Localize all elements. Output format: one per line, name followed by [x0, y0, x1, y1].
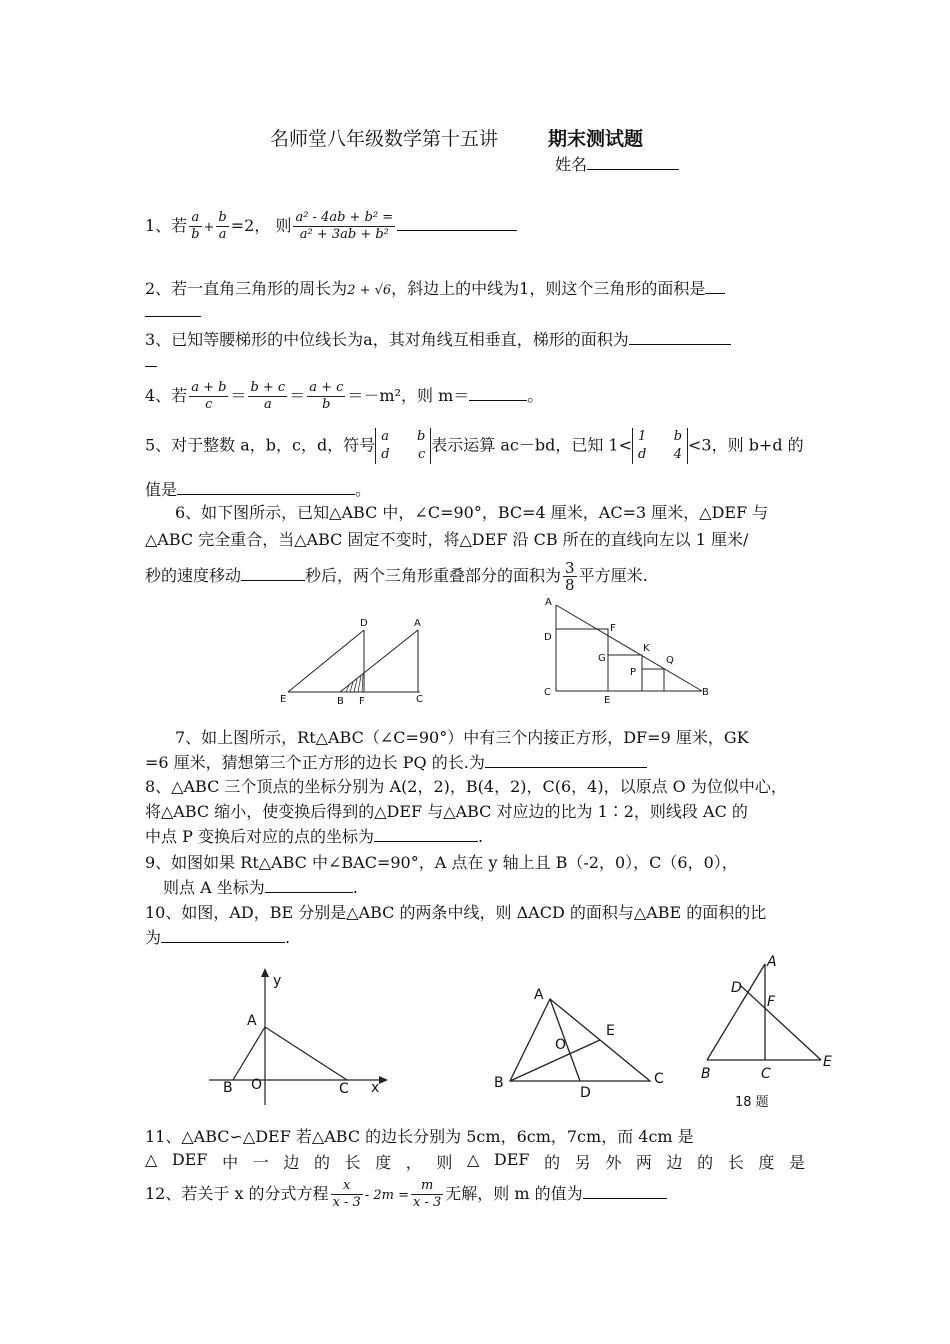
question-7-line1: 7、如上图所示，Rt△ABC（∠C=90°）中有三个内接正方形，DF=9 厘米，GK [175, 728, 749, 747]
question-11-line2: △ DEF 中 一 边 的 长 度 ， 则 △ DEF 的 另 外 两 边 的 长 度 是 [145, 1150, 805, 1172]
question-11-line1: 11、△ABC∽△DEF 若△ABC 的边长分别为 5cm，6cm，7cm，而 4cm 是 [145, 1127, 694, 1146]
answer-blank-10[interactable] [161, 928, 285, 943]
fig2-label-b: B [702, 687, 709, 698]
fig2-label-e: E [604, 695, 611, 705]
fig5-caption: 18 题 [735, 1095, 769, 1110]
figure-coordinate-triangle [205, 965, 400, 1110]
fig5-label-e: E [823, 1054, 832, 1070]
fig4-label-b: B [494, 1075, 504, 1091]
question-8-line1: 8、△ABC 三个顶点的坐标分别为 A(2，2)，B(4，2)，C(6，4)，以原点 O 为位似中心， [145, 777, 787, 796]
fig3-label-o: O [251, 1077, 263, 1093]
fig4-label-o: O [555, 1037, 567, 1053]
fig2-label-q: Q [666, 655, 674, 666]
answer-blank-3[interactable] [145, 352, 157, 371]
fig1-label-c: C [416, 694, 423, 705]
answer-blank-12[interactable] [583, 1184, 667, 1199]
question-7-line2: =6 厘米，猜想第三个正方形的边长 PQ 的长.为 [145, 750, 647, 773]
question-3: 3、已知等腰梯形的中位线长为a，其对角线互相垂直，梯形的面积为 [145, 327, 731, 350]
question-8-line3: 中点 P 变换后对应的点的坐标为 . [145, 827, 484, 846]
answer-blank-4[interactable] [469, 386, 527, 401]
answer-blank-7[interactable] [485, 753, 647, 768]
fig2-label-f: F [610, 623, 616, 634]
question-6-line2: △ABC 完全重合，当△ABC 固定不变时，将△DEF 沿 CB 所在的直线向左以 1 厘米/ [145, 530, 749, 549]
answer-blank-8[interactable] [374, 827, 478, 842]
answer-blank-5[interactable] [177, 480, 355, 495]
name-field[interactable]: 姓名 [555, 152, 679, 175]
fig2-label-a: A [545, 597, 552, 608]
fig2-label-d: D [544, 632, 552, 643]
figure-18 [695, 950, 845, 1115]
fig1-label-e: E [280, 694, 287, 705]
question-9-line2: 则点 A 坐标为 . [163, 878, 358, 897]
fig1-label-f: F [359, 696, 365, 707]
answer-blank-1[interactable] [397, 216, 517, 231]
fig4-label-a: A [534, 987, 544, 1003]
fig4-label-e: E [606, 1023, 615, 1039]
fig2-label-k: K [643, 643, 650, 654]
page-title: 名师堂八年级数学第十五讲 期末测试题 [270, 128, 644, 150]
answer-blank-6[interactable] [241, 566, 305, 581]
question-8-line2: 将△ABC 缩小，使变换后得到的△DEF 与△ABC 对应边的比为 1∶2，则线段 AC 的 [145, 802, 748, 821]
question-9-line1: 9、如图如果 Rt△ABC 中∠BAC=90°，A 点在 y 轴上且 B（-2，0），C（6，0）， [145, 853, 738, 872]
question-4: 4、若 $\frac{a + b}{c}$ ＝ $\frac{b + c}{a}$ ＝ $\frac{a + c}{b}$ ＝－m²，则 m＝ 。 [145, 380, 544, 412]
title-bold: 期末测试题 [548, 128, 644, 150]
fig2-label-p: P [630, 667, 637, 678]
figure-sliding-triangles [280, 612, 430, 708]
fig5-label-a: A [767, 954, 777, 970]
y-axis-arrow-icon [261, 968, 269, 977]
figure-inscribed-squares [540, 595, 715, 705]
fig3-label-b: B [223, 1080, 233, 1096]
figure-medians [490, 985, 675, 1100]
question-2: 2、若一直角三角形的周长为2 + √6，斜边上的中线为1，则这个三角形的面积是 [145, 276, 725, 299]
fig5-label-b: B [701, 1066, 711, 1082]
question-10-line1: 10、如图，AD，BE 分别是△ABC 的两条中线，则 ΔACD 的面积与△ABE 的面积的比 [145, 903, 767, 922]
x-axis-arrow-icon [379, 1076, 388, 1084]
question-5: 5、对于整数 a，b，c，d，符号 a b d c 表示运算 ac－bd，已知 1< 1 b d 4 <3，则 b+d 的 [145, 429, 804, 462]
fig5-label-c: C [761, 1066, 771, 1082]
fig3-label-x: x [371, 1080, 380, 1096]
fig4-label-d: D [580, 1085, 591, 1100]
question-6-line3: 秒的速度移动 秒后，两个三角形重叠部分的面积为 $\frac{3}{8}$ 平方厘米. [145, 559, 648, 594]
question-12: 12、若关于 x 的分式方程 $\frac{x}{x - 3}$ - 2m = $\frac{m}{x - 3}$ 无解，则 m 的值为 [145, 1178, 667, 1211]
answer-blank-2[interactable] [145, 302, 201, 321]
fig1-label-d: D [360, 618, 368, 629]
fig5-label-d: D [731, 980, 742, 996]
answer-blank-9[interactable] [265, 878, 353, 893]
fig1-label-a: A [414, 618, 421, 629]
fig3-label-c: C [339, 1081, 349, 1097]
fig2-label-c: C [544, 687, 551, 698]
fig5-label-f: F [767, 994, 776, 1010]
question-6-line1: 6、如下图所示，已知△ABC 中，∠C=90°，BC=4 厘米，AC=3 厘米，△DEF 与 [175, 503, 769, 522]
fig1-label-b: B [337, 696, 344, 707]
question-5-line2: 值是 。 [145, 480, 372, 499]
question-10-line2: 为 . [145, 928, 291, 947]
fig3-label-a: A [247, 1013, 257, 1029]
fig3-label-y: y [273, 973, 282, 989]
question-1: 1、若 $\frac{a}{b}$ + $\frac{b}{a}$ =2， 则 $\frac{\text{a² - 4ab + b² =}}{\text{a² + 3ab + b²}}$ [145, 210, 517, 243]
fig4-label-c: C [654, 1071, 664, 1087]
fig2-label-g: G [598, 653, 606, 664]
